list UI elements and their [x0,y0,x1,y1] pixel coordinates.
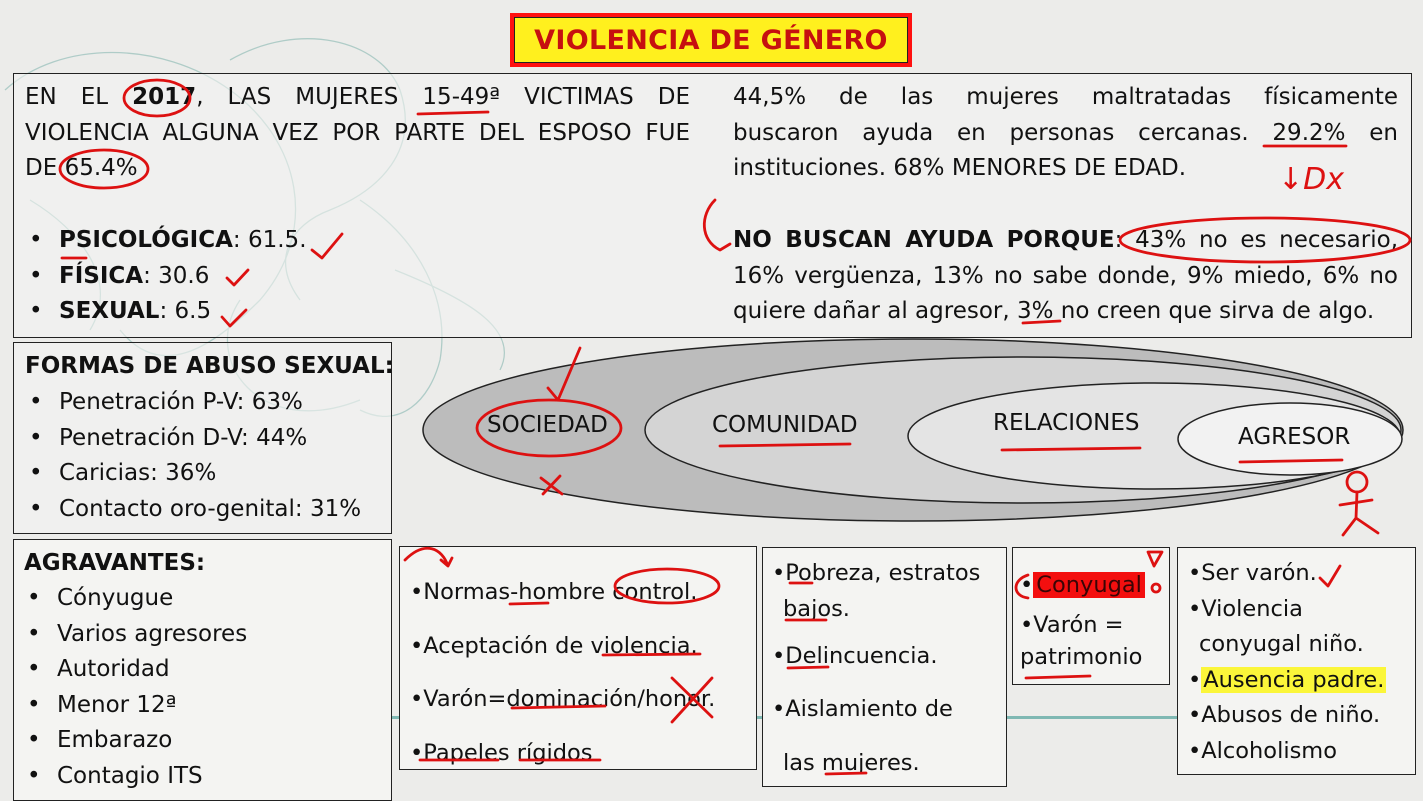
check-sexual [222,310,246,326]
list-item-cont: bajos. [783,596,850,622]
intro-text: DE [25,155,58,181]
arrow-sociedad-box [405,548,452,566]
ausencia-padre-highlight: Ausencia padre. [1203,666,1385,693]
list-item: •Varón = [1020,612,1124,638]
underline-violencia [603,654,700,655]
check-psicologica [312,234,342,258]
intro-text: VICTIMAS DE [500,84,691,110]
circle-43-percent [1120,218,1410,262]
list-item: •Aislamiento de [772,696,953,722]
bracket-conyugal [1016,575,1028,598]
list-item: • Varios agresores [23,617,247,653]
abuse-forms-title: FORMAS DE ABUSO SEXUAL: [25,353,394,379]
list-item: • Contacto oro-genital: 31% [25,492,361,528]
list-item: •Alcoholismo [1188,737,1337,764]
list-item: •Aceptación de violencia. [410,632,698,659]
bullet: • [1188,666,1202,693]
intro-text: , LAS MUJERES [196,84,399,110]
underline-age [418,112,488,114]
conyugal-highlight: Conyugal [1033,572,1145,598]
check-sociedad [548,348,580,400]
list-item: •Delincuencia. [772,643,938,669]
no-help-title: NO BUSCAN AYUDA PORQUE [733,227,1115,253]
bullet: • [1020,572,1034,598]
institution-percentage: 29.2% [1272,119,1346,146]
underline-relaciones [1002,448,1140,450]
underline-agresor [1240,460,1342,462]
list-item: • Penetración D-V: 44% [25,421,361,457]
list-item: • Embarazo [23,723,247,759]
underline-dominacion [512,706,605,708]
list-item: •Pobreza, estratos [772,560,981,586]
agravantes-title: AGRAVANTES: [24,550,206,576]
list-item-cont: las mujeres. [783,750,920,776]
check-fisica [227,270,248,285]
list-item: • Autoridad [23,652,247,688]
underline-3-percent [1023,321,1060,323]
stick-figure-head [1347,472,1367,492]
underline-patrimonio [1026,676,1090,678]
underline-delincuencia [788,667,828,668]
ring-label-agresor: AGRESOR [1238,424,1351,450]
ring-label-sociedad: SOCIEDAD [487,412,608,438]
list-item: •Violencia [1188,595,1303,622]
ring-label-relaciones: RELACIONES [993,410,1140,436]
total-percentage: 65.4% [64,155,138,181]
year-value: 2017 [132,84,197,110]
no-help-line-3: quiere dañar al agresor, 3% no creen que sirva de algo. [733,298,1375,324]
cross-honor [672,678,712,722]
no-help-text: : 43% no es necesario, [1114,227,1399,253]
list-item: • Menor 12ª [23,688,247,724]
underline-comunidad [720,444,850,446]
help-text: buscaron ayuda en personas cercanas. [733,119,1249,146]
cross-sociedad [541,476,562,494]
violence-type-value: : 30.6 [143,262,210,289]
list-item: •Ser varón. [1188,560,1317,586]
help-line-3: instituciones. 68% MENORES DE EDAD. [733,155,1187,181]
list-item: •Abusos de niño. [1188,702,1381,729]
violence-type-label: FÍSICA [59,262,144,289]
list-item: •Varón=dominación/honor. [410,686,716,712]
circle-control [615,569,719,603]
violence-type-value: : 6.5 [159,298,212,325]
list-item: • Penetración P-V: 63% [25,385,361,421]
help-text: en [1369,119,1399,146]
arrow-no-help [704,200,730,250]
help-line-1: 44,5% de las mujeres maltratadas físicamente [733,84,1398,110]
age-range: 15-49ª [422,84,501,110]
circle-mark [1152,584,1160,592]
check-ser-varon [1320,566,1340,586]
intro-line-2: VIOLENCIA ALGUNA VEZ POR PARTE DEL ESPOSO FUE [25,119,690,146]
triangle-mark [1148,552,1162,566]
ring-label-comunidad: COMUNIDAD [712,412,858,438]
underline-mujeres [826,773,866,774]
list-item-cont: patrimonio [1020,644,1143,670]
circle-65-4 [60,150,148,188]
dx-annotation: ↓Dx [1278,162,1344,197]
list-item: •Normas-hombre control. [410,579,698,605]
violence-type-label: SEXUAL [59,298,160,325]
circle-2017 [124,80,190,116]
underline-normas [510,603,548,604]
list-item: • Caricias: 36% [25,456,361,492]
circle-sociedad [477,400,621,456]
list-item: • Cónyugue [23,581,247,617]
violence-type-label: PSICOLÓGICA [59,227,233,253]
list-item: •Papeles rígidos [410,739,593,766]
page-title: VIOLENCIA DE GÉNERO [514,17,908,63]
violence-type-value: : 61.5. [232,227,307,253]
stick-figure-body [1340,492,1378,535]
list-item-cont: conyugal niño. [1199,631,1364,658]
intro-text: EN EL [25,84,109,110]
no-help-line-2: 16% vergüenza, 13% no sabe donde, 9% miedo, 6% no [733,262,1398,289]
list-item: • Contagio ITS [23,759,247,795]
